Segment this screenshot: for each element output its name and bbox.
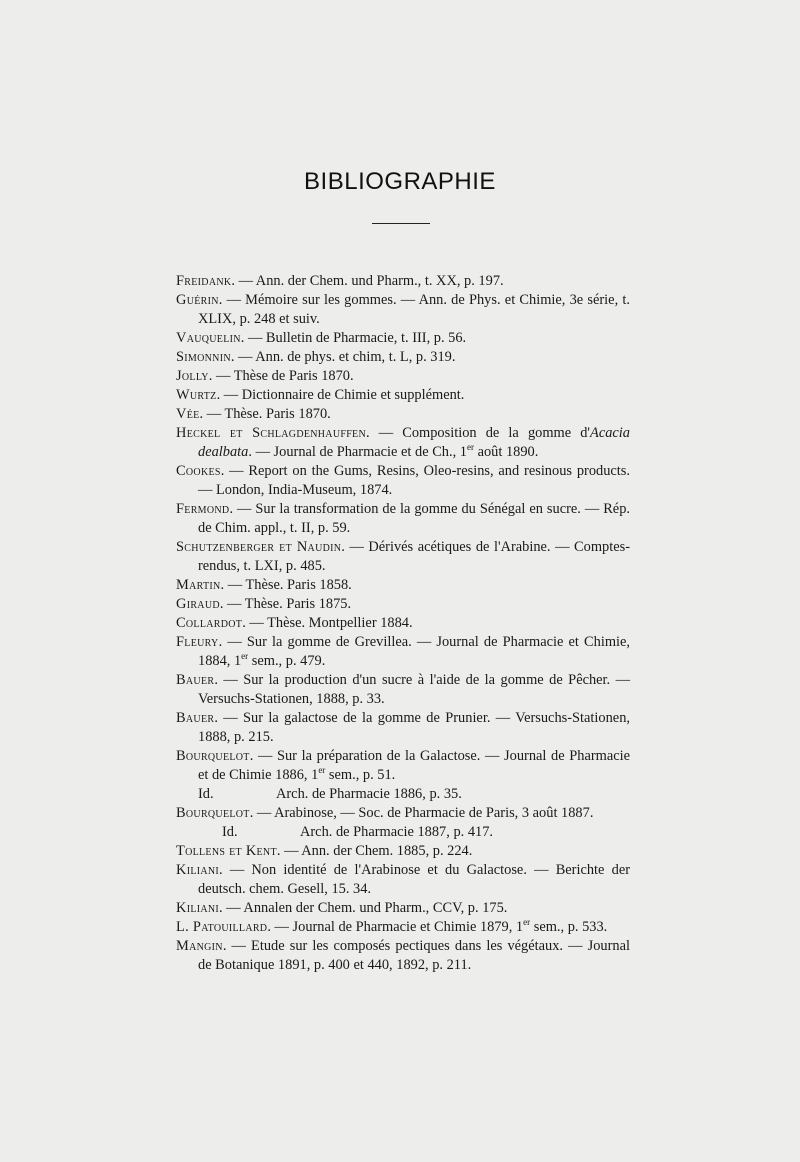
bib-entry: [176, 405, 630, 424]
bib-author: Freidank: [176, 273, 232, 289]
bib-text: . — Thèse. Paris 1858.: [220, 577, 352, 593]
bib-text: sem., p. 51.: [325, 767, 396, 783]
bib-author: Martin: [176, 577, 221, 593]
bib-author: Fleury: [176, 634, 219, 650]
bib-entry: [176, 424, 630, 462]
bib-entry: [176, 576, 630, 595]
bib-entry: [176, 671, 630, 709]
bib-author: Kiliani: [176, 862, 220, 878]
bib-text: . — Annalen der Chem. und Pharm., CCV, p. 175.: [219, 900, 508, 916]
bib-text: . — Ann. der Chem. 1885, p. 224.: [276, 843, 473, 859]
bib-text: . — Arabinose, — Soc. de Pharmacie de Paris, 3 août 1887.: [249, 805, 594, 821]
bib-entry-idem: [176, 823, 630, 842]
bib-entry: [176, 595, 630, 614]
bib-text: . — Ann. der Chem. und Pharm., t. XX, p. 197.: [231, 273, 504, 289]
bib-text: . — Thèse. Paris 1870.: [199, 406, 331, 422]
bib-author: Wurtz: [176, 387, 217, 403]
bib-entry: [176, 367, 630, 386]
bib-author: Fermond: [176, 501, 230, 517]
bib-entry: [176, 861, 630, 899]
bib-author: Vauquelin: [176, 330, 241, 346]
bib-idem-label: Id.: [222, 824, 238, 840]
bib-text: Arch. de Pharmacie 1886, p. 35.: [276, 786, 462, 802]
bib-text: . — Non identité de l'Arabinose et du Galactose. — Berichte der deutsch. chem. Gesell, 15. 34.: [198, 862, 630, 897]
bib-superscript: er: [241, 651, 249, 662]
bib-text: Arch. de Pharmacie 1887, p. 417.: [300, 824, 494, 840]
bib-entry: [176, 614, 630, 633]
bib-idem-label: Id.: [198, 786, 214, 802]
bib-text: . — Dérivés acétiques de l'Arabine. — Comptes-rendus, t. LXI, p. 485.: [198, 539, 630, 574]
bib-entry: [176, 918, 630, 937]
bib-superscript: er: [318, 765, 326, 776]
bib-text: sem., p. 479.: [248, 653, 326, 669]
bib-entry: [176, 747, 630, 785]
bib-entry: [176, 329, 630, 348]
bib-author: Guérin: [176, 292, 219, 308]
bib-text: . — Composition de la gomme d': [366, 425, 591, 441]
bib-author: Cookes: [176, 463, 221, 479]
bib-text: . — Report on the Gums, Resins, Oleo-resins, and resinous products. — London, India-Museum, 1874.: [198, 463, 630, 498]
bib-text: . — Dictionnaire de Chimie et supplément.: [216, 387, 465, 403]
bib-author: Bauer: [176, 672, 215, 688]
bib-text: . — Bulletin de Pharmacie, t. III, p. 56.: [240, 330, 467, 346]
bib-author: Giraud: [176, 596, 220, 612]
bib-text: . — Thèse de Paris 1870.: [208, 368, 354, 384]
bib-author: Mangin: [176, 938, 223, 954]
bib-entry: [176, 899, 630, 918]
bib-text: . — Sur la galactose de la gomme de Prunier. — Versuchs-Stationen, 1888, p. 215.: [198, 710, 630, 745]
bib-italic-text: Acacia dealbata: [198, 425, 630, 460]
bibliography-list: [176, 272, 630, 975]
bib-author: Bourquelot: [176, 748, 250, 764]
bib-author: Collardot: [176, 615, 243, 631]
bib-author: Heckel et Schlagdenhauffen: [176, 425, 366, 441]
bib-author: Vée: [176, 406, 200, 422]
bib-author: L. Patouillard: [176, 919, 268, 935]
bib-text: . — Sur la préparation de la Galactose. — Journal de Pharmacie et de Chimie 1886, 1: [198, 748, 630, 783]
bib-text: . — Sur la gomme de Grevillea. — Journal de Pharmacie et Chimie, 1884, 1: [198, 634, 630, 669]
bib-author: Bourquelot: [176, 805, 250, 821]
bib-entry: [176, 291, 630, 329]
bib-author: Tollens et Kent: [176, 843, 277, 859]
bib-text: . — Thèse. Paris 1875.: [219, 596, 352, 612]
bib-text: . — Sur la production d'un sucre à l'aide de la gomme de Pêcher. — Versuchs-Stationen, 1888, p. 33.: [198, 672, 630, 707]
title-rule: [372, 223, 430, 224]
bib-entry-idem: [176, 785, 630, 804]
bib-entry: [176, 272, 630, 291]
bib-entry: [176, 633, 630, 671]
bib-author: Jolly: [176, 368, 209, 384]
bib-author: Simonnin: [176, 349, 231, 365]
bib-text: . — Journal de Pharmacie et de Ch., 1: [248, 444, 467, 460]
bib-superscript: er: [523, 917, 531, 928]
bib-superscript: er: [466, 442, 474, 453]
bib-text: août 1890.: [473, 444, 539, 460]
bib-text: . — Mémoire sur les gommes. — Ann. de Phys. et Chimie, 3e série, t. XLIX, p. 248 et suiv.: [198, 292, 630, 327]
bib-entry: [176, 709, 630, 747]
bib-entry: [176, 500, 630, 538]
bib-text: . — Journal de Pharmacie et Chimie 1879, 1: [267, 919, 524, 935]
bib-text: . — Ann. de phys. et chim, t. L, p. 319.: [230, 349, 456, 365]
bib-text: sem., p. 533.: [530, 919, 608, 935]
page-title: BIBLIOGRAPHIE: [304, 168, 496, 195]
bib-entry: [176, 804, 630, 823]
bib-text: . — Sur la transformation de la gomme du Sénégal en sucre. — Rép. de Chim. appl., t. II, p. 59.: [198, 501, 630, 536]
bib-entry: [176, 937, 630, 975]
bib-text: . — Thèse. Montpellier 1884.: [242, 615, 413, 631]
bib-entry: [176, 386, 630, 405]
bib-author: Bauer: [176, 710, 215, 726]
bib-author: Schutzenberger et Naudin: [176, 539, 342, 555]
bib-entry: [176, 842, 630, 861]
bib-entry: [176, 538, 630, 576]
bib-text: . — Etude sur les composés pectiques dans les végétaux. — Journal de Botanique 1891, p. 400 et 440, 1892, p. 211.: [198, 938, 630, 973]
bib-entry: [176, 462, 630, 500]
bib-entry: [176, 348, 630, 367]
bib-author: Kiliani: [176, 900, 220, 916]
